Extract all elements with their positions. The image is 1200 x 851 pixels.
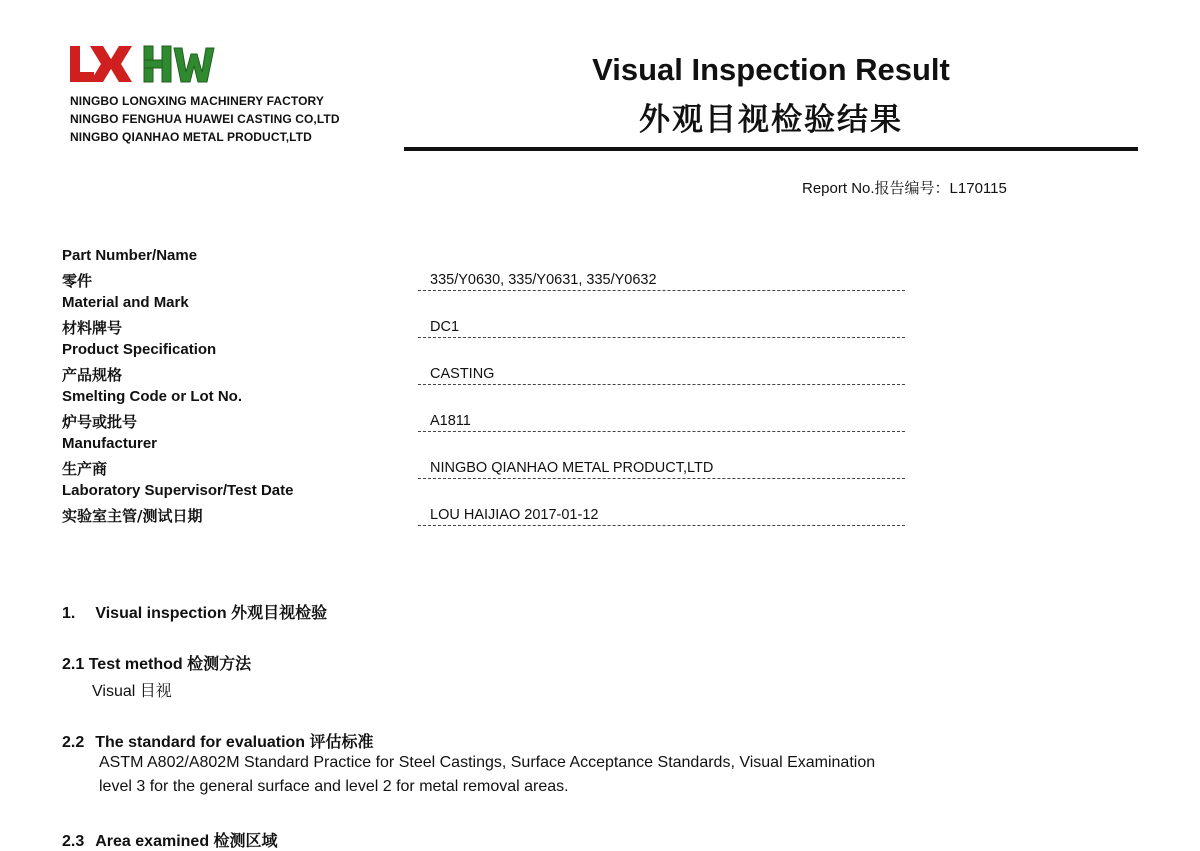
- field-value-part-number: 335/Y0630, 335/Y0631, 335/Y0632: [418, 271, 905, 291]
- field-value-supervisor: LOU HAIJIAO 2017-01-12: [418, 506, 905, 526]
- field-value-material: DC1: [418, 318, 905, 338]
- company-name-3: NINGBO QIANHAO METAL PRODUCT,LTD: [70, 130, 312, 144]
- document-title-zh: 外观目视检验结果: [639, 102, 903, 138]
- company-logo: [70, 44, 220, 86]
- section-2-1-title: Test method 检测方法: [88, 656, 252, 673]
- field-value-manufacturer: NINGBO QIANHAO METAL PRODUCT,LTD: [418, 459, 905, 479]
- section-2-1-heading: [62, 651, 251, 674]
- report-number: [802, 177, 1007, 198]
- section-2-2-body-line-1: ASTM A802/A802M Standard Practice for Steel Castings, Surface Acceptance Standards, Visual Examination: [99, 754, 876, 771]
- huawei-logo-mark: [144, 46, 214, 82]
- section-2-1-body: Visual 目视: [92, 683, 172, 700]
- section-2-3-heading: [62, 828, 278, 851]
- company-name-1: NINGBO LONGXING MACHINERY FACTORY: [70, 94, 324, 108]
- field-label-specification-zh: 产品规格: [62, 366, 123, 384]
- section-2-2-title: The standard for evaluation 评估标准: [95, 734, 374, 751]
- company-name-2: NINGBO FENGHUA HUAWEI CASTING CO,LTD: [70, 112, 340, 126]
- section-1-number: 1.: [62, 605, 76, 622]
- field-label-material: Material and Mark: [62, 294, 189, 311]
- field-label-manufacturer-zh: 生产商: [62, 460, 108, 478]
- field-value-lot-no: A1811: [418, 412, 905, 432]
- section-2-2-body-line-2: level 3 for the general surface and level 2 for metal removal areas.: [99, 778, 569, 795]
- section-1-heading: [62, 600, 327, 623]
- section-1-title: Visual inspection 外观目视检验: [95, 605, 328, 622]
- section-2-3-number: 2.3: [62, 833, 85, 850]
- document-title-en: Visual Inspection Result: [592, 52, 950, 87]
- longxing-logo-mark: [70, 46, 132, 82]
- section-2-3-title: Area examined 检测区域: [95, 833, 278, 850]
- field-label-supervisor-zh: 实验室主管/测试日期: [62, 507, 203, 525]
- field-value-specification: CASTING: [418, 365, 905, 385]
- field-label-specification: Product Specification: [62, 341, 217, 358]
- section-2-2-heading: [62, 729, 374, 752]
- field-label-part-number: Part Number/Name: [62, 247, 198, 264]
- field-label-supervisor: Laboratory Supervisor/Test Date: [62, 482, 294, 499]
- title-divider: [404, 147, 1138, 151]
- field-label-part-number-zh: 零件: [62, 272, 93, 290]
- field-label-material-zh: 材料牌号: [62, 319, 123, 337]
- report-number-value: L170115: [949, 180, 1007, 197]
- report-number-label: Report No.报告编号：: [802, 180, 950, 197]
- field-label-manufacturer: Manufacturer: [62, 435, 158, 452]
- section-2-1-number: 2.1: [62, 656, 85, 673]
- section-2-2-number: 2.2: [62, 734, 85, 751]
- field-label-lot-no-zh: 炉号或批号: [62, 413, 138, 431]
- field-label-lot-no: Smelting Code or Lot No.: [62, 388, 242, 405]
